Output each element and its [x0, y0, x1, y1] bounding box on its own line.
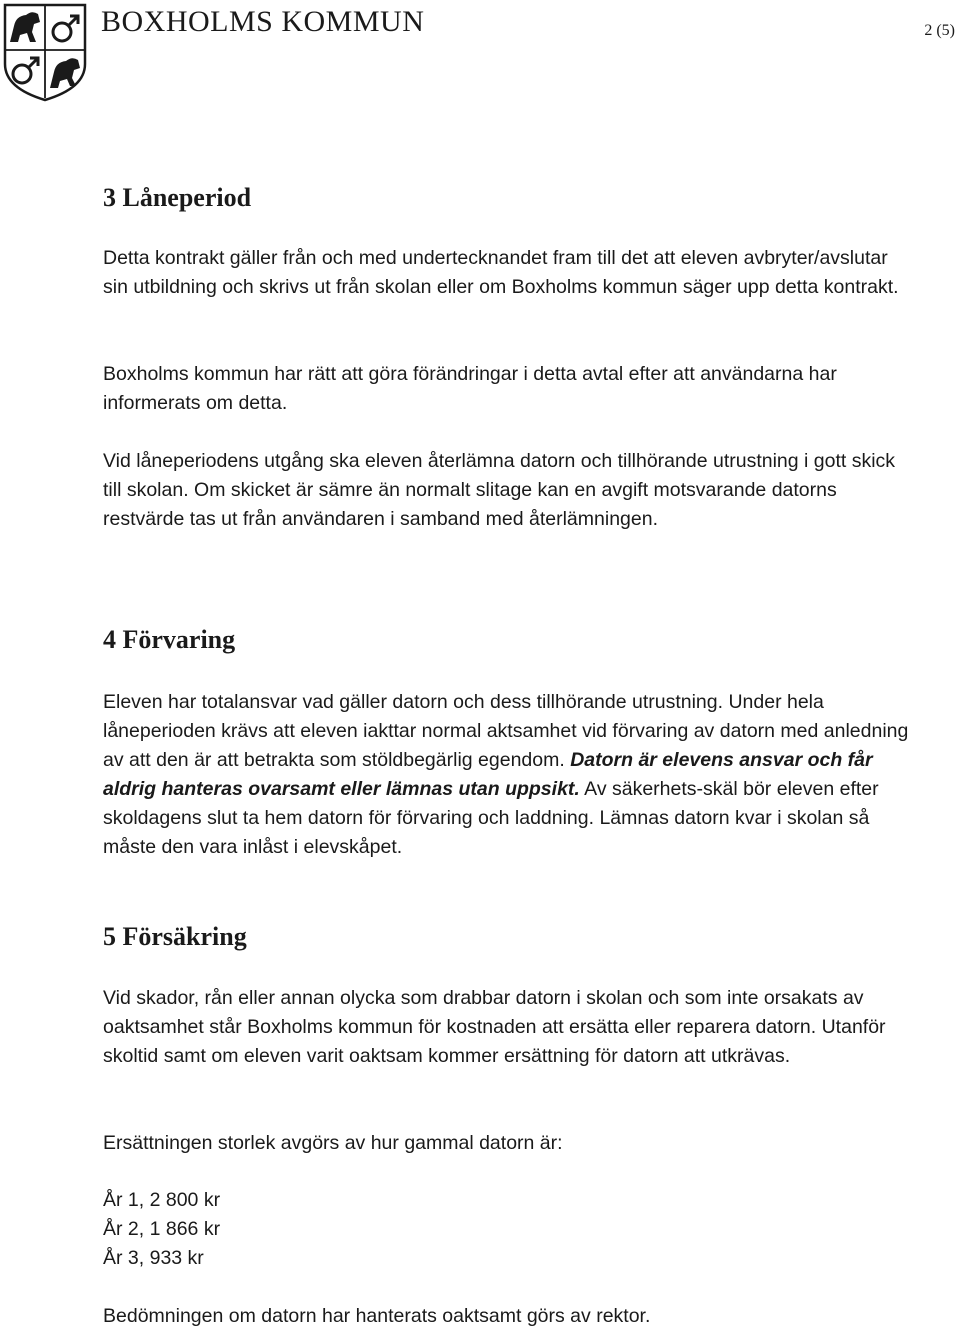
emphasized-text: Datorn är elevens ansvar och får aldrig hanteras ovarsamt eller lämnas utan uppsikt. [103, 749, 873, 800]
paragraph: Detta kontrakt gäller från och med undertecknandet fram till det att eleven avbryter/avslutar sin utbildning och skrivs ut från skolan eller om Boxholms kommun säger upp detta kontrakt. [103, 247, 899, 298]
section-heading-forvaring: 4 Förvaring [103, 625, 236, 654]
paragraph-forvaring [103, 688, 918, 862]
compensation-item: År 3, 933 kr [103, 1247, 204, 1269]
paragraph: Vid låneperiodens utgång ska eleven återlämna datorn och tillhörande utrustning i gott skick till skolan. Om skicket är sämre än normalt slitage kan en avgift motsvarande datorns restvärde tas ut från användaren i samband med återlämningen. [103, 450, 896, 530]
closing-paragraph: Bedömningen om datorn har hanterats oaktsamt görs av rektor. [103, 1305, 651, 1327]
compensation-item: År 2, 1 866 kr [103, 1218, 221, 1240]
compensation-item: År 1, 2 800 kr [103, 1189, 221, 1211]
paragraph-text: Eleven har totalansvar vad gäller datorn och dess tillhörande utrustning. Under hela låneperioden krävs att eleven iakttar normal aktsamhet vid förvaring av datorn med anledning av att den är att betrakta som stöldbegärlig egendom. [103, 691, 909, 771]
paragraph: Boxholms kommun har rätt att göra förändringar i detta avtal efter att användarna har informerats om detta. [103, 363, 837, 414]
organization-name: BOXHOLMS KOMMUN [101, 5, 425, 38]
paragraph: Vid skador, rån eller annan olycka som drabbar datorn i skolan och som inte orsakats av oaktsamhet står Boxholms kommun för kostnaden att ersätta eller reparera datorn. Utanför skoltid samt om eleven varit oaktsam kommer ersättning för datorn att utkrävas. [103, 987, 886, 1067]
section-heading-laneperiod: 3 Låneperiod [103, 183, 252, 212]
paragraph: Ersättningen storlek avgörs av hur gammal datorn är: [103, 1132, 563, 1154]
boxholm-coat-of-arms-logo [2, 2, 88, 102]
paragraph-text: Av säkerhets-skäl bör eleven efter skoldagens slut ta hem datorn för förvaring och laddning. Lämnas datorn kvar i skolan så måste den vara inlåst i elevskåpet. [103, 778, 879, 858]
section-heading-forsakring: 5 Försäkring [103, 922, 247, 951]
page-number: 2 (5) [924, 22, 955, 39]
